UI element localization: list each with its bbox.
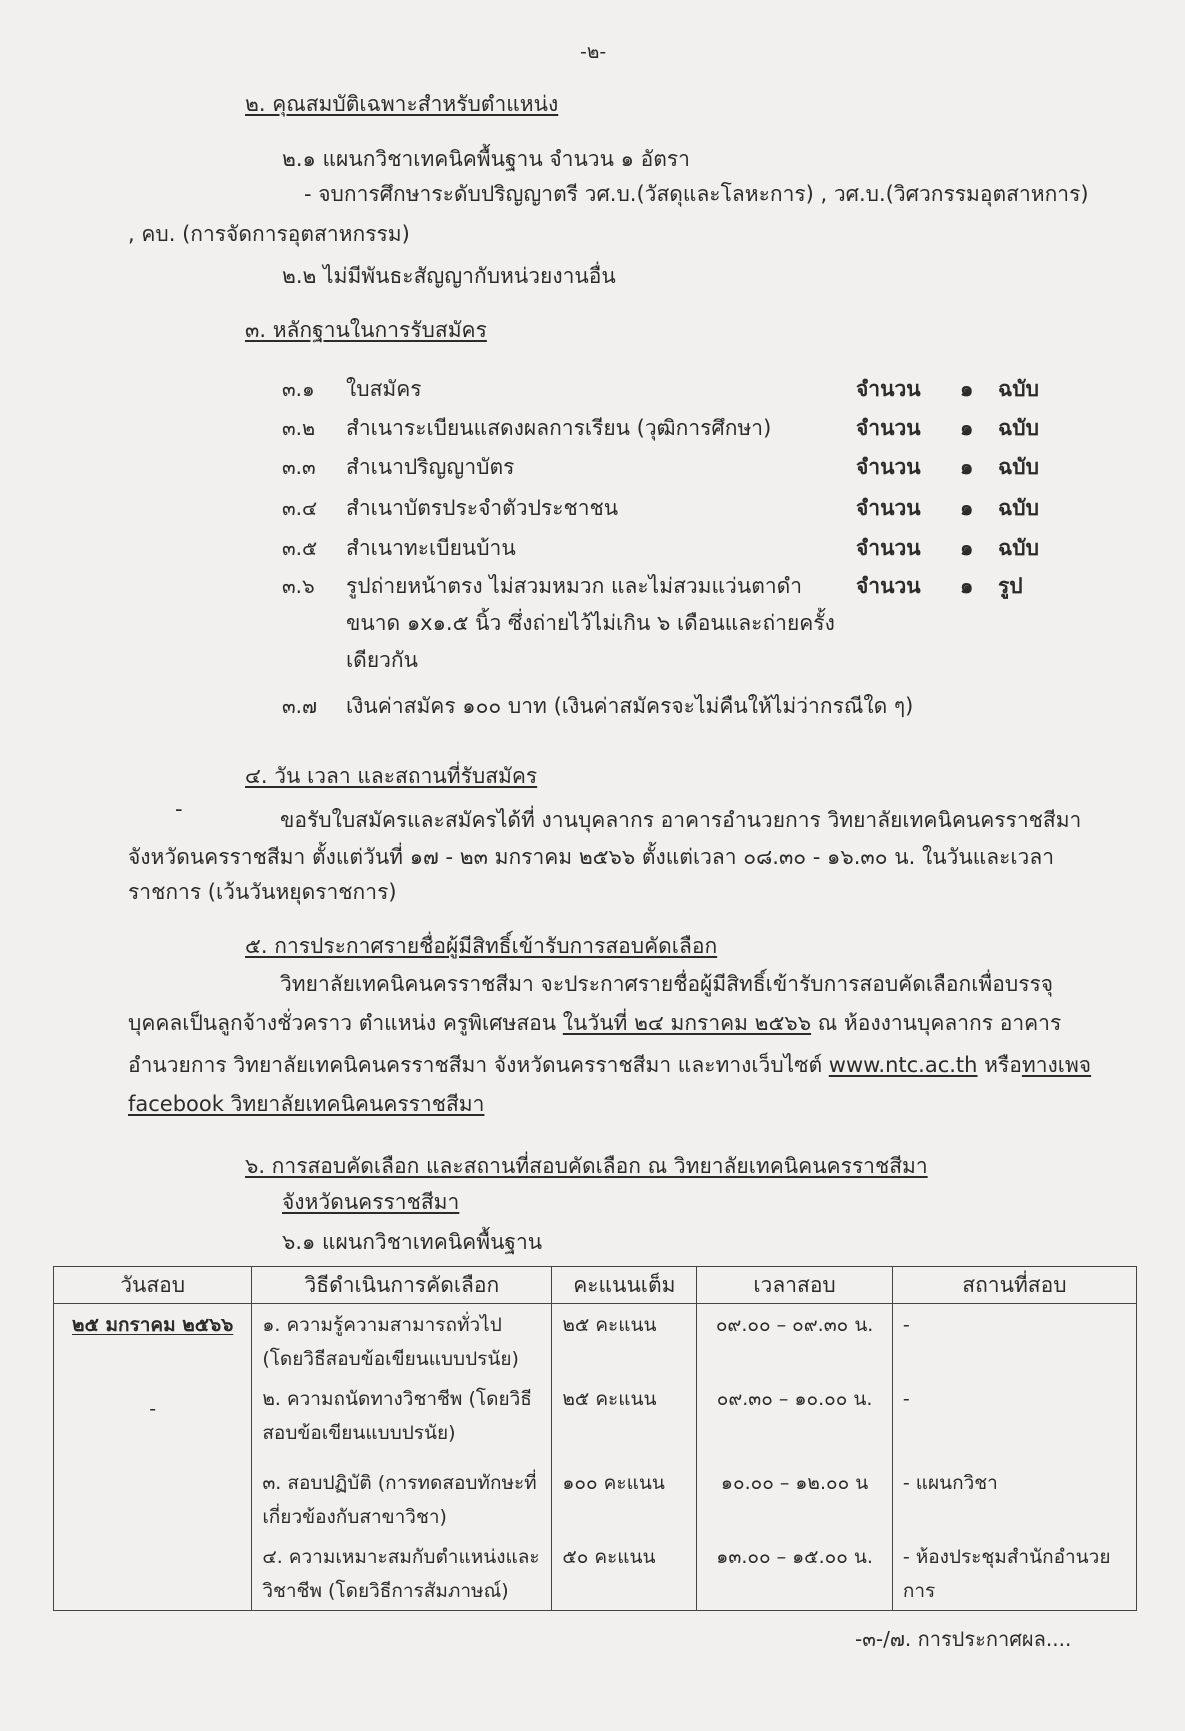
doc-item-text: รูปถ่ายหน้าตรง ไม่สวมหมวก และไม่สวมแว่นตาดำ ขนาด ๑x๑.๕ นิ้ว ซึ่งถ่ายไว้ไม่เกิน ๖ เดือนและถ่ายครั้งเดียวกัน <box>346 574 835 672</box>
website-link[interactable]: www.ntc.ac.th <box>828 1053 978 1077</box>
doc-item-unit: ฉบับ <box>998 377 1039 401</box>
section5-line1: วิทยาลัยเทคนิคนครราชสีมา จะประกาศรายชื่อผู้มีสิทธิ์เข้ารับการสอบคัดเลือกเพื่อบรรจุ <box>280 972 1054 996</box>
exam-date: ๒๕ มกราคม ๒๕๖๖ <box>72 1314 234 1336</box>
doc-item-unit: รูป <box>998 574 1023 598</box>
doc-item-number: ๓.๑ <box>282 377 315 401</box>
section3-heading: ๓. หลักฐานในการรับสมัคร <box>245 318 487 342</box>
doc-item <box>282 494 1082 524</box>
col-header-date: วันสอบ <box>54 1267 252 1304</box>
doc-item-amount-label: จำนวน <box>856 574 921 598</box>
doc-item-amount-label: จำนวน <box>856 455 921 479</box>
section2-item1-title: ๒.๑ แผนกวิชาเทคนิคพื้นฐาน จำนวน ๑ อัตรา <box>282 147 690 171</box>
doc-item-unit: ฉบับ <box>998 496 1039 520</box>
time-cell: ๑๓.๐๐ – ๑๕.๐๐ น. <box>697 1536 893 1611</box>
section5-line2-b: ณ ห้องงานบุคลากร อาคาร <box>811 1011 1062 1035</box>
col-header-place: สถานที่สอบ <box>892 1267 1136 1304</box>
doc-item-text: สำเนาบัตรประจำตัวประชาชน <box>346 496 619 520</box>
doc-item-unit: ฉบับ <box>998 536 1039 560</box>
table-row <box>54 1378 1137 1462</box>
score-cell: ๕๐ คะแนน <box>552 1536 697 1611</box>
announce-date: ในวันที่ ๒๔ มกราคม ๒๕๖๖ <box>562 1011 812 1035</box>
doc-item <box>282 375 1082 405</box>
footer-continuation: -๓-/๗. การประกาศผล.... <box>855 1627 1072 1651</box>
table-row <box>54 1536 1137 1611</box>
section4-line2: จังหวัดนครราชสีมา ตั้งแต่วันที่ ๑๗ - ๒๓ มกราคม ๒๕๖๖ ตั้งแต่เวลา ๐๘.๓๐ - ๑๖.๓๐ น. ในวันและเวลา <box>128 845 1055 869</box>
doc-item-number: ๓.๖ <box>282 574 315 598</box>
doc-item-qty: ๑ <box>960 536 974 560</box>
doc-item <box>282 692 1082 722</box>
section4-dash: - <box>175 797 183 821</box>
time-cell: ๐๙.๐๐ – ๐๙.๓๐ น. <box>697 1304 893 1379</box>
section4-line1: ขอรับใบสมัครและสมัครได้ที่ งานบุคลากร อาคารอำนวยการ วิทยาลัยเทคนิคนครราชสีมา <box>280 808 1082 832</box>
facebook-page-link[interactable]: facebook วิทยาลัยเทคนิคนครราชสีมา <box>128 1092 485 1116</box>
table-row <box>54 1304 1137 1379</box>
doc-item-amount-label: จำนวน <box>856 377 921 401</box>
doc-item-text: ใบสมัคร <box>346 377 422 401</box>
section4-line3: ราชการ (เว้นวันหยุดราชการ) <box>128 880 397 904</box>
doc-item-amount-label: จำนวน <box>856 416 921 440</box>
method-cell: ๔. ความเหมาะสมกับตำแหน่งและวิชาชีพ (โดยวิธีการสัมภาษณ์) <box>252 1536 552 1611</box>
score-cell: ๒๕ คะแนน <box>552 1304 697 1379</box>
score-cell: ๑๐๐ คะแนน <box>552 1462 697 1536</box>
place-cell: - <box>892 1378 1136 1462</box>
section2-item1-line2: , คบ. (การจัดการอุตสาหกรรม) <box>128 222 410 246</box>
doc-item-text: สำเนาทะเบียนบ้าน <box>346 536 516 560</box>
time-cell: ๑๐.๐๐ – ๑๒.๐๐ น <box>697 1462 893 1536</box>
section5-heading: ๕. การประกาศรายชื่อผู้มีสิทธิ์เข้ารับการสอบคัดเลือก <box>245 934 718 958</box>
date-empty-cell <box>54 1462 252 1536</box>
doc-item-unit: ฉบับ <box>998 416 1039 440</box>
method-cell: ๓. สอบปฏิบัติ (การทดสอบทักษะที่เกี่ยวข้องกับสาขาวิชา) <box>252 1462 552 1536</box>
section5-line3-a: อำนวยการ วิทยาลัยเทคนิคนครราชสีมา จังหวัดนครราชสีมา และทางเว็บไซต์ <box>128 1053 829 1077</box>
section2-heading: ๒. คุณสมบัติเฉพาะสำหรับตำแหน่ง <box>245 92 559 116</box>
section6-sub: ๖.๑ แผนกวิชาเทคนิคพื้นฐาน <box>282 1230 543 1254</box>
exam-date-cell <box>54 1304 252 1379</box>
place-cell: - แผนกวิชา <box>892 1462 1136 1536</box>
doc-item-qty: ๑ <box>960 574 974 598</box>
date-empty-cell <box>54 1536 252 1611</box>
doc-item-number: ๓.๒ <box>282 416 316 440</box>
exam-schedule-table <box>53 1266 1137 1611</box>
section6-heading: ๖. การสอบคัดเลือก และสถานที่สอบคัดเลือก ณ วิทยาลัยเทคนิคนครราชสีมา <box>245 1154 928 1178</box>
col-header-score: คะแนนเต็ม <box>552 1267 697 1304</box>
section5-line3-b: หรือ <box>977 1053 1022 1077</box>
doc-item-qty: ๑ <box>960 377 974 401</box>
col-header-time: เวลาสอบ <box>697 1267 893 1304</box>
section2-item1-line1: - จบการศึกษาระดับปริญญาตรี วศ.บ.(วัสดุและโลหะการ) , วศ.บ.(วิศวกรรมอุตสาหการ) <box>304 182 1089 206</box>
place-cell: - ห้องประชุมสำนักอำนวยการ <box>892 1536 1136 1611</box>
section2-item2: ๒.๒ ไม่มีพันธะสัญญากับหน่วยงานอื่น <box>282 264 616 288</box>
col-header-method: วิธีดำเนินการคัดเลือก <box>252 1267 552 1304</box>
doc-item <box>282 453 1082 483</box>
doc-item-number: ๓.๔ <box>282 496 318 520</box>
facebook-page-label: ทางเพจ <box>1021 1053 1092 1077</box>
doc-item-text: สำเนาปริญญาบัตร <box>346 455 515 479</box>
doc-item-amount-label: จำนวน <box>856 536 921 560</box>
doc-item-text: เงินค่าสมัคร ๑๐๐ บาท (เงินค่าสมัครจะไม่คืนให้ไม่ว่ากรณีใด ๆ) <box>346 694 914 718</box>
section4-heading: ๔. วัน เวลา และสถานที่รับสมัคร <box>245 764 538 788</box>
method-cell: ๒. ความถนัดทางวิชาชีพ (โดยวิธีสอบข้อเขียนแบบปรนัย) <box>252 1378 552 1462</box>
place-cell: - <box>892 1304 1136 1379</box>
doc-item <box>282 534 1082 564</box>
date-dash-cell: - <box>54 1378 252 1462</box>
score-cell: ๒๕ คะแนน <box>552 1378 697 1462</box>
page-number: -๒- <box>580 41 607 63</box>
doc-item <box>282 414 1082 444</box>
doc-item-number: ๓.๗ <box>282 694 318 718</box>
section5-line3 <box>128 1051 1091 1079</box>
doc-item <box>282 572 1082 687</box>
table-header-row <box>54 1267 1137 1304</box>
doc-item-qty: ๑ <box>960 455 974 479</box>
doc-item-unit: ฉบับ <box>998 455 1039 479</box>
section5-line2-a: บุคคลเป็นลูกจ้างชั่วคราว ตำแหน่ง ครูพิเศษสอน <box>128 1011 563 1035</box>
time-cell: ๐๙.๓๐ – ๑๐.๐๐ น. <box>697 1378 893 1462</box>
doc-item-qty: ๑ <box>960 416 974 440</box>
method-cell: ๑. ความรู้ความสามารถทั่วไป (โดยวิธีสอบข้อเขียนแบบปรนัย) <box>252 1304 552 1379</box>
table-row <box>54 1462 1137 1536</box>
section6-heading-line2: จังหวัดนครราชสีมา <box>282 1190 460 1214</box>
doc-item-number: ๓.๕ <box>282 536 318 560</box>
doc-item-qty: ๑ <box>960 496 974 520</box>
doc-item-number: ๓.๓ <box>282 455 316 479</box>
doc-item-amount-label: จำนวน <box>856 496 921 520</box>
section5-line2 <box>128 1009 1061 1037</box>
doc-item-text: สำเนาระเบียนแสดงผลการเรียน (วุฒิการศึกษา) <box>346 416 772 440</box>
